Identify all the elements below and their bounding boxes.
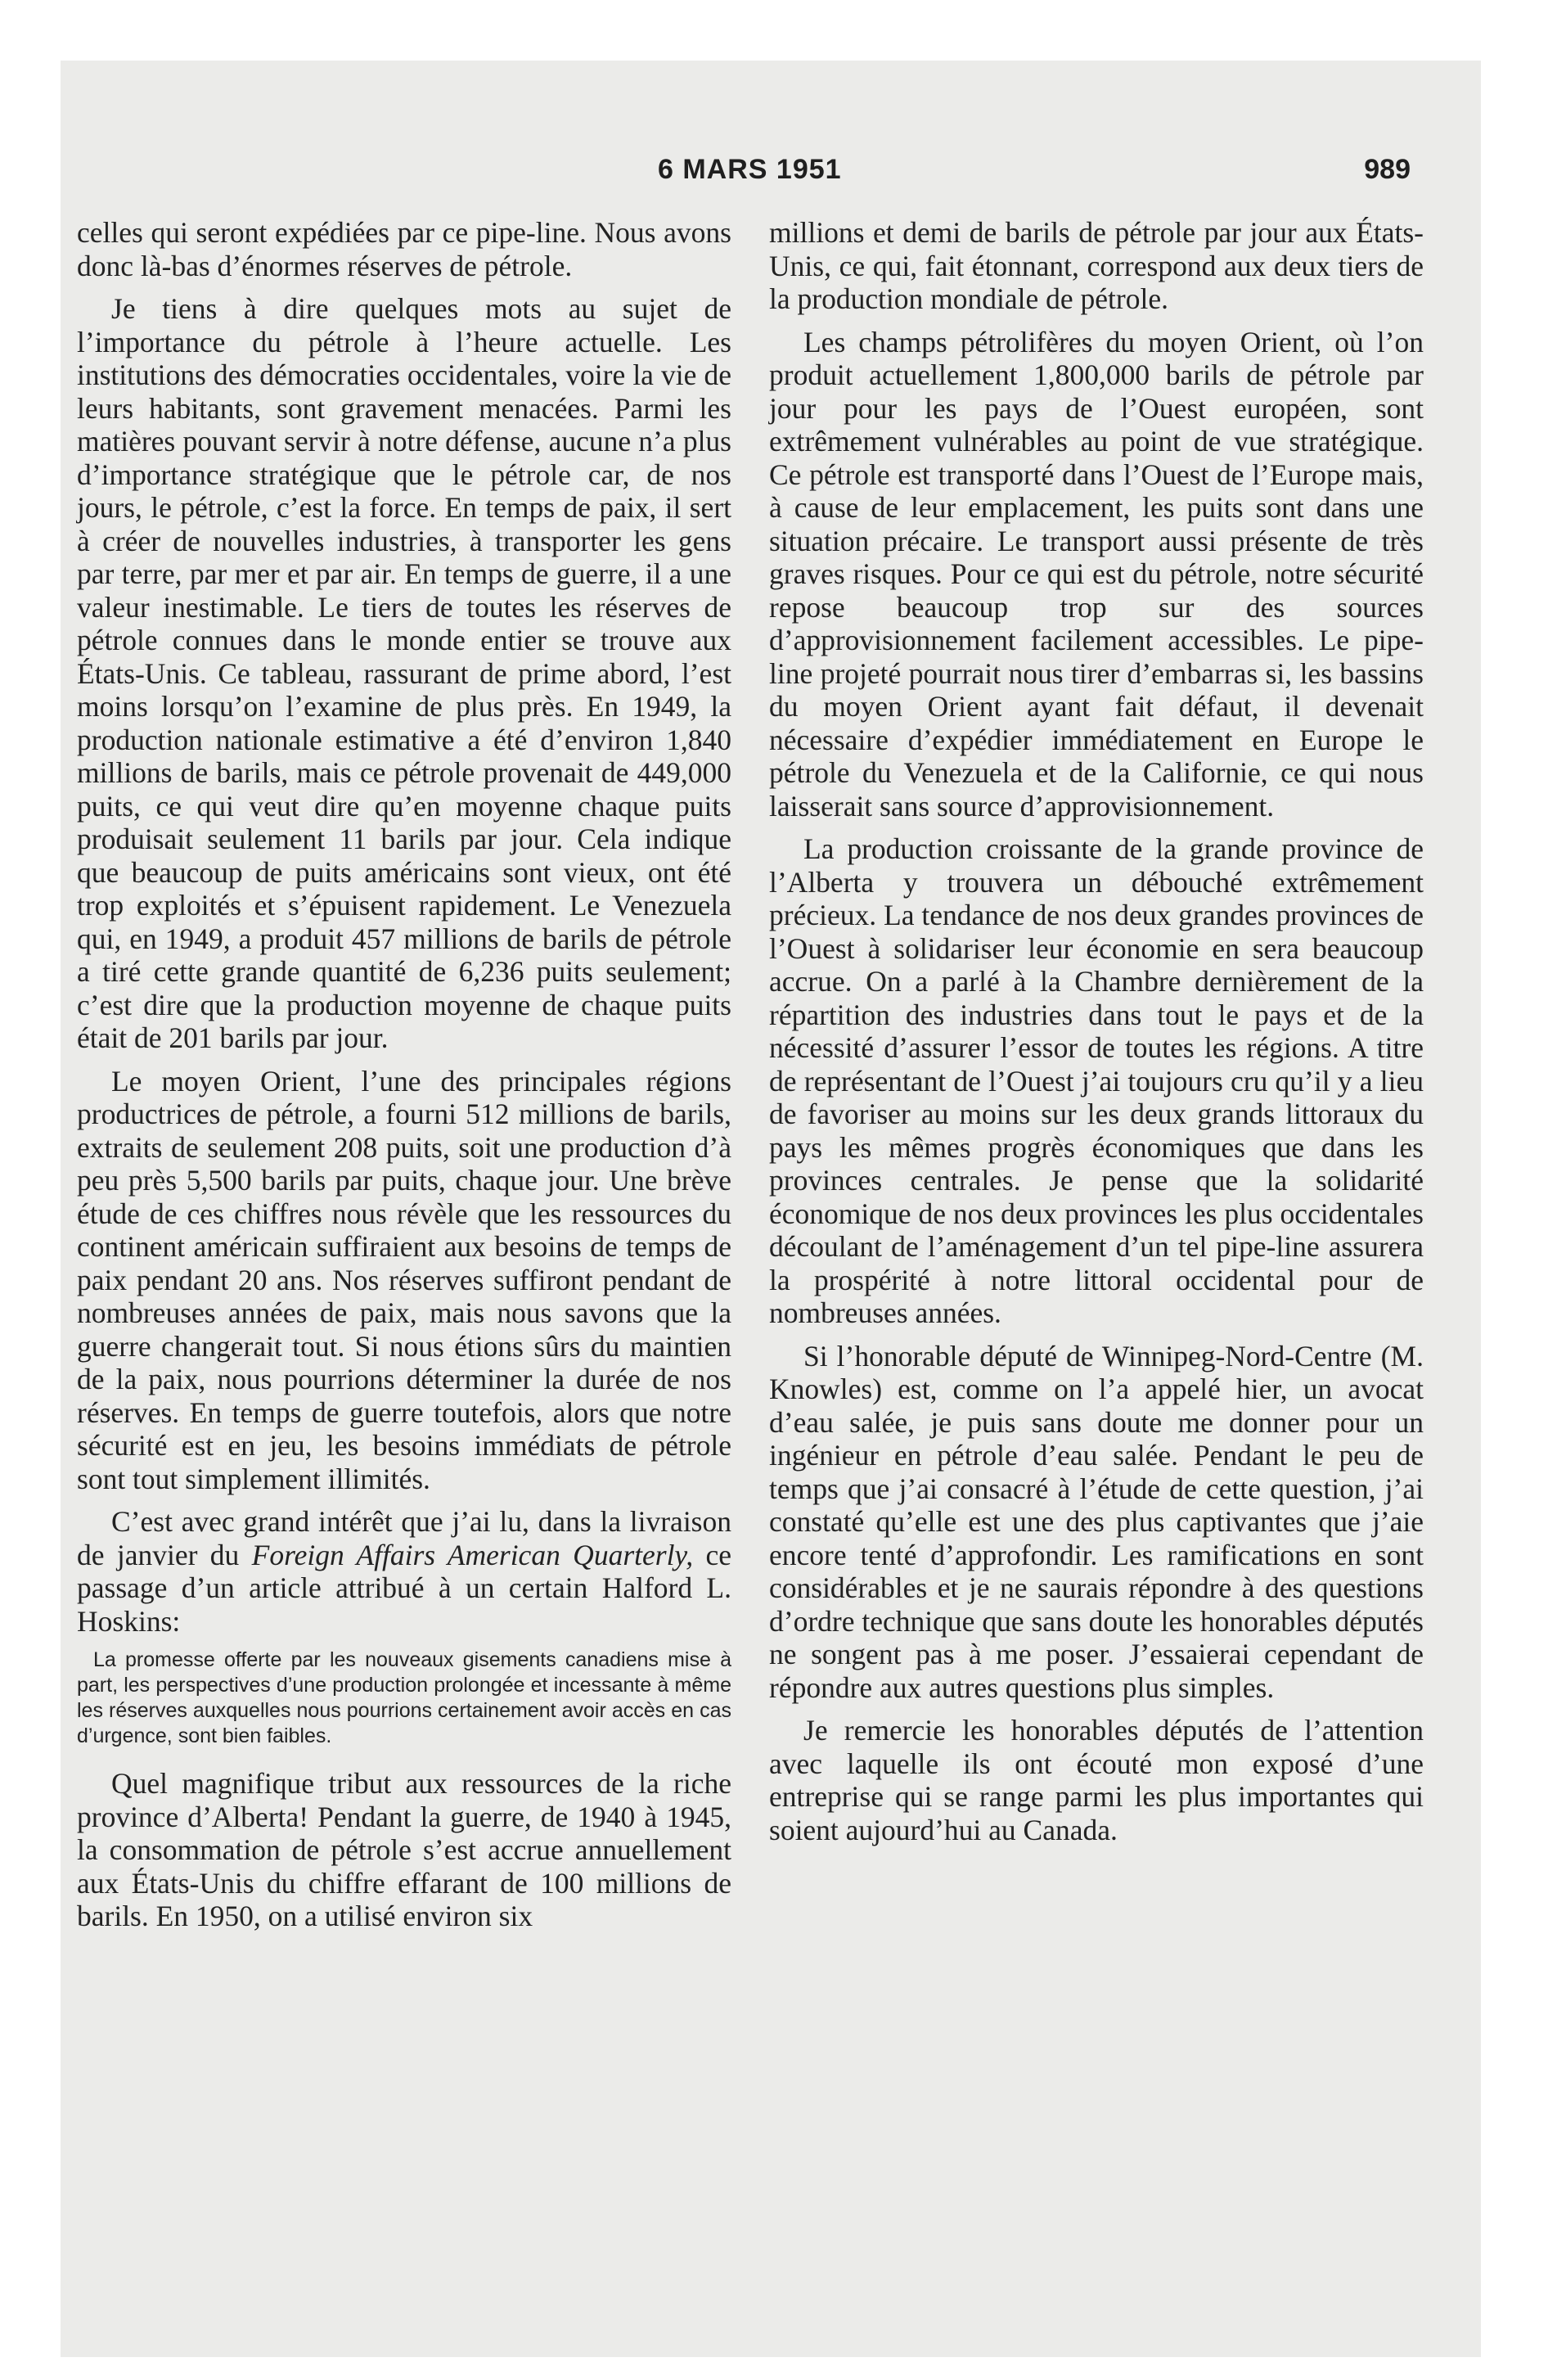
journal-title: Foreign Affairs American Quarterly, <box>251 1538 694 1571</box>
paragraph: La production croissante de la grande province de l’Alberta y trouvera un débouché extrêmement précieux. La tendance de nos deux grandes provinces de l’Ouest à solidariser leur économie en sera beaucoup accrue. On a parlé à la Chambre dernièrement de la répartition des industries dans tout le pays et de la nécessité d’assurer l’essor de toutes les régions. A titre de représentant de l’Ouest j’ai toujours cru qu’il y a lieu de favoriser au moins sur les deux grands littoraux du pays les mêmes progrès économiques que dans les provinces centrales. Je pense que la solidarité économique de nos deux provinces les plus occidentales découlant de l’aménagement d’un tel pipe-line assurera la prospérité à notre littoral occidental pour de nombreuses années. <box>769 832 1424 1329</box>
page-header <box>61 154 1481 203</box>
paragraph: millions et demi de barils de pétrole par jour aux États-Unis, ce qui, fait étonnant, correspond aux deux tiers de la production mondiale de pétrole. <box>769 216 1424 315</box>
right-column <box>769 216 1424 1856</box>
paragraph: Je remercie les honorables députés de l’attention avec laquelle ils ont écouté mon exposé d’une entreprise qui se range parmi les plus importantes qui soient aujourd’hui au Canada. <box>769 1714 1424 1846</box>
paragraph: Je tiens à dire quelques mots au sujet de l’importance du pétrole à l’heure actuelle. Les institutions des démocraties occidentales, voire la vie de leurs habitants, sont gravement menacées. Parmi les matières pouvant servir à notre défense, aucune n’a plus d’importance stratégique que le pétrole car, de nos jours, le pétrole, c’est la force. En temps de paix, il sert à créer de nouvelles industries, à transporter les gens par terre, par mer et par air. En temps de guerre, il a une valeur inestimable. Le tiers de toutes les réserves de pétrole connues dans le monde entier se trouve aux États-Unis. Ce tableau, rassurant de prime abord, l’est moins lorsqu’on l’examine de plus près. En 1949, la production nationale estimative a été d’environ 1,840 millions de barils, mais ce pétrole provenait de 449,000 puits, ce qui veut dire qu’en moyenne chaque puits produisait seulement 11 barils par jour. Cela indique que beaucoup de puits américains sont vieux, ont été trop exploités et s’épuisent rapidement. Le Venezuela qui, en 1949, a produit 457 millions de barils de pétrole a tiré cette grande quantité de 6,236 puits seulement; c’est dire que la production moyenne de chaque puits était de 201 barils par jour. <box>77 292 731 1054</box>
document-page <box>61 61 1481 2357</box>
paragraph: Les champs pétrolifères du moyen Orient, où l’on produit actuellement 1,800,000 barils de pétrole par jour pour les pays de l’Ouest européen, sont extrêmement vulnérables au point de vue stratégique. Ce pétrole est transporté dans l’Ouest de l’Europe mais, à cause de leur emplacement, les puits sont dans une situation précaire. Le transport aussi présente de très graves risques. Pour ce qui est du pétrole, notre sécurité repose beaucoup trop sur des sources d’approvisionnement facilement accessibles. Le pipe-line projeté pourrait nous tirer d’embarras si, les bassins du moyen Orient ayant fait défaut, il devenait nécessaire d’expédier immédiatement en Europe le pétrole du Venezuela et de la Californie, ce qui nous laisserait sans source d’approvisionnement. <box>769 325 1424 823</box>
left-column <box>77 216 731 1943</box>
citation-tail: ce passage d’un article attribué à un certain Halford L. Hoskins: <box>77 1538 731 1638</box>
page-number: 989 <box>1364 154 1411 185</box>
paragraph: Quel magnifique tribut aux ressources de la riche province d’Alberta! Pendant la guerre, de 1940 à 1945, la consommation de pétrole s’est accrue annuellement aux États-Unis du chiffre effarant de 100 millions de barils. En 1950, on a utilisé environ six <box>77 1767 731 1932</box>
block-quote: La promesse offerte par les nouveaux gisements canadiens mise à part, les perspectives d’une production prolongée et incessante à même les réserves auxquelles nous pourrions certainement avoir accès en cas d’urgence, sont bien faibles. <box>77 1648 731 1747</box>
paragraph-citation <box>77 1505 731 1638</box>
citation-lead: C’est avec grand intérêt que j’ai lu, dans la livraison de janvier du <box>77 1505 731 1571</box>
paragraph: Le moyen Orient, l’une des principales régions productrices de pétrole, a fourni 512 millions de barils, extraits de seulement 208 puits, soit une production d’à peu près 5,500 barils par puits, chaque jour. Une brève étude de ces chiffres nous révèle que les ressources du continent américain suffiraient aux besoins de temps de paix pendant 20 ans. Nos réserves suffiront pendant de nombreuses années de paix, mais nous savons que la guerre changerait tout. Si nous étions sûrs du maintien de la paix, nous pourrions déterminer la durée de nos réserves. En temps de guerre toutefois, alors que notre sécurité est en jeu, les besoins immédiats de pétrole sont tout simplement illimités. <box>77 1064 731 1495</box>
paragraph: Si l’honorable député de Winnipeg-Nord-Centre (M. Knowles) est, comme on l’a appelé hier, un avocat d’eau salée, je puis sans doute me donner pour un ingénieur en pétrole d’eau salée. Pendant le peu de temps que j’ai consacré à l’étude de cette question, j’ai constaté qu’elle est une des plus captivantes que j’aie encore tenté d’approfondir. Les ramifications en sont considérables et je ne saurais répondre à des questions d’ordre technique que sans doute les honorables députés ne songent pas à me poser. J’essaierai cependant de répondre aux autres questions plus simples. <box>769 1339 1424 1704</box>
header-date: 6 MARS 1951 <box>658 154 842 185</box>
paragraph: celles qui seront expédiées par ce pipe-line. Nous avons donc là-bas d’énormes réserves de pétrole. <box>77 216 731 282</box>
